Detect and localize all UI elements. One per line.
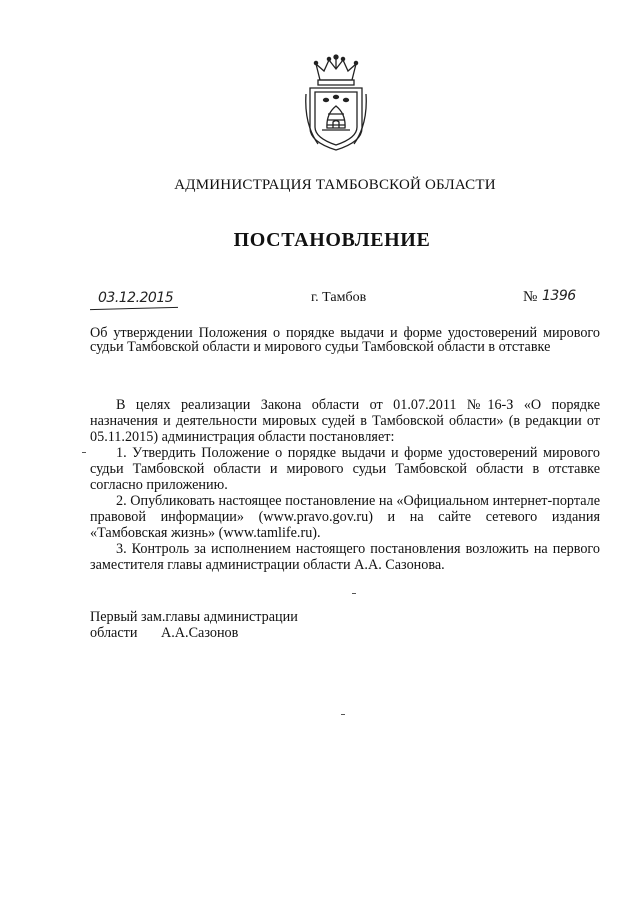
- city-name: г. Тамбов: [311, 290, 367, 305]
- handwritten-number: 1396: [542, 288, 576, 304]
- number-sign: №: [523, 289, 538, 305]
- signatory-position: Первый зам.главы администрации: [90, 609, 298, 625]
- document-body: [90, 397, 600, 573]
- signatory-position-cont: области: [90, 625, 138, 641]
- document-subject: Об утверждении Положения о порядке выдачи и форме удостоверений мирового судьи Тамбовской области и мирового судьи Тамбовской области в отставке: [90, 325, 600, 355]
- tambov-oblast-coat-of-arms-icon: [296, 54, 376, 154]
- date-underline: [90, 307, 178, 310]
- preamble-paragraph: В целях реализации Закона области от 01.07.2011 №16-З «О порядке назначения и деятельности мировых судей в Тамбовской области» (в редакции от 05.11.2015) администрация области постановляет:: [90, 397, 600, 445]
- item-2-paragraph: 2. Опубликовать настоящее постановление на «Официальном интернет-портале правовой информации» (www.pravo.gov.ru) и на сайте сетевого издания «Тамбовская жизнь» (www.tamlife.ru).: [90, 493, 600, 541]
- handwritten-date: 03.12.2015: [98, 290, 174, 306]
- scan-mark: [82, 452, 86, 453]
- scan-mark: [352, 593, 356, 594]
- signatory-name: А.А.Сазонов: [160, 625, 239, 641]
- signatory-line-2: [90, 625, 390, 641]
- item-3-paragraph: 3. Контроль за исполнением настоящего постановления возложить на первого заместителя главы администрации области А.А. Сазонова.: [90, 541, 600, 573]
- organization-name: АДМИНИСТРАЦИЯ ТАМБОВСКОЙ ОБЛАСТИ: [174, 177, 496, 193]
- scan-mark: [341, 714, 345, 715]
- item-1-paragraph: 1. Утвердить Положение о порядке выдачи и форме удостоверений мирового судьи Тамбовской области и мирового судьи Тамбовской области в отставке согласно приложению.: [90, 445, 600, 493]
- document-title: ПОСТАНОВЛЕНИЕ: [233, 229, 431, 251]
- signature-block: [90, 609, 390, 641]
